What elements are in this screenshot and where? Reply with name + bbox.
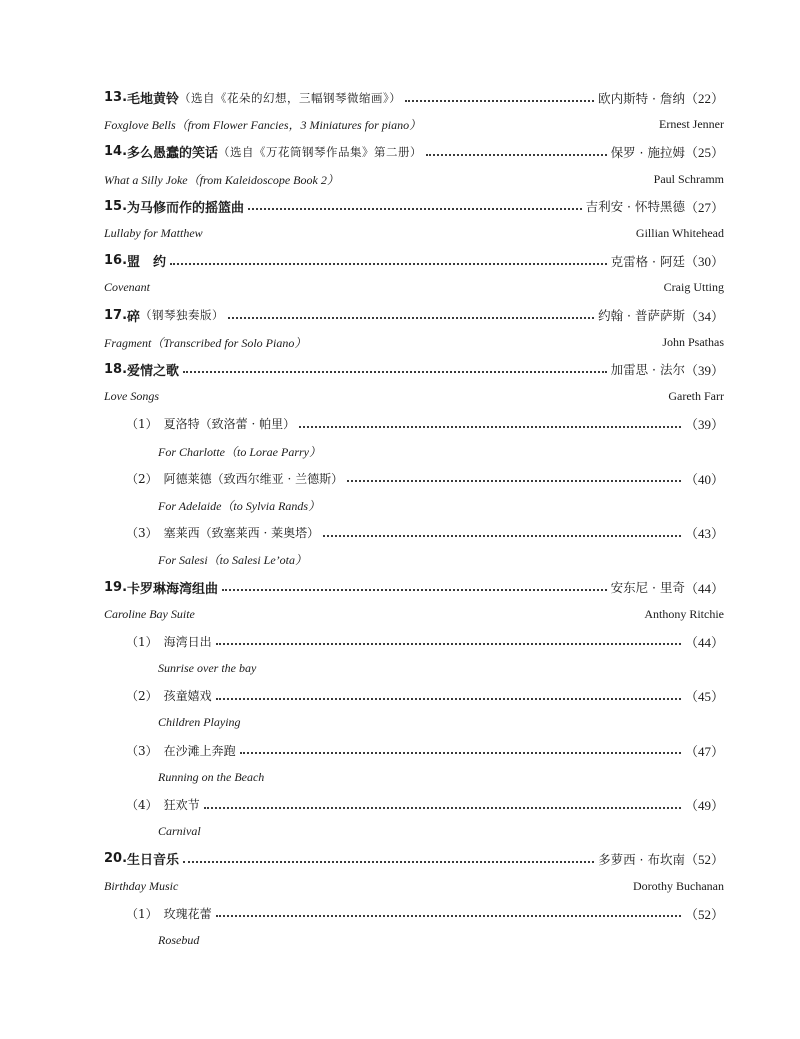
sub-entry-index: （1） xyxy=(126,417,158,432)
sub-entry[interactable] xyxy=(104,791,724,818)
leader-dots xyxy=(248,198,582,210)
leader-dots xyxy=(323,525,681,537)
entry-composer-en: Gillian Whitehead xyxy=(635,225,724,240)
sub-entry-title-cn: 在沙滩上奔跑 xyxy=(163,743,236,758)
entry-note-cn: （钢琴独奏版） xyxy=(140,308,225,323)
toc-entry[interactable] xyxy=(104,84,724,111)
sub-entry-index: （3） xyxy=(126,526,158,541)
toc-entry-english xyxy=(104,329,724,356)
entry-composer-en: Dorothy Buchanan xyxy=(633,878,724,893)
leader-dots xyxy=(216,633,681,645)
entry-page-number: （52） xyxy=(684,852,724,868)
toc-entry[interactable] xyxy=(104,574,724,601)
entry-composer-en: Ernest Jenner xyxy=(659,117,724,132)
leader-dots xyxy=(170,253,607,265)
sub-entry-title-en: For Salesi（to Salesi Le’ota） xyxy=(158,553,307,568)
leader-dots xyxy=(204,797,681,809)
entry-title-cn: 盟 约 xyxy=(127,255,167,271)
toc-entry-english xyxy=(104,601,724,628)
entry-composer-en: John Psathas xyxy=(662,334,724,349)
entry-title-cn: 卡罗琳海湾组曲 xyxy=(127,581,219,597)
sub-entry-title-cn: 塞莱西（致塞莱西 · 莱奥塔） xyxy=(163,526,320,541)
sub-entry-page-number: （45） xyxy=(684,689,724,705)
leader-dots xyxy=(216,905,681,917)
sub-entry-index: （1） xyxy=(126,634,158,649)
leader-dots xyxy=(347,470,681,482)
entry-number: 15. xyxy=(104,198,128,214)
entry-page-number: （27） xyxy=(684,199,724,215)
sub-entry-index: （2） xyxy=(126,689,158,704)
sub-entry-index: （4） xyxy=(126,798,158,813)
sub-entry-title-en: Rosebud xyxy=(158,933,200,948)
entry-composer-cn: 吉利安 · 怀特黑德 xyxy=(585,199,685,215)
sub-entry-title-en: Children Playing xyxy=(158,715,241,730)
entry-page-number: （22） xyxy=(684,91,724,106)
sub-entry-page-number: （43） xyxy=(684,526,724,542)
sub-entry-title-cn: 狂欢节 xyxy=(163,798,200,813)
entry-number: 14. xyxy=(104,144,128,160)
toc-entry[interactable] xyxy=(104,193,724,220)
entry-title-en: Lullaby for Matthew xyxy=(104,225,203,240)
entry-page-number: （44） xyxy=(684,580,724,596)
entry-note-cn: （选自《万花筒钢琴作品集》第二册） xyxy=(218,144,423,159)
leader-dots xyxy=(228,307,594,319)
entry-number: 13. xyxy=(104,90,128,105)
sub-entry-page-number: （40） xyxy=(684,471,724,487)
entry-note-cn: （选自《花朵的幻想，三幅钢琴微缩画》） xyxy=(179,90,402,105)
sub-entry-title-cn: 孩童嬉戏 xyxy=(163,689,212,704)
toc-entry[interactable] xyxy=(104,302,724,329)
entry-composer-en: Craig Utting xyxy=(663,280,724,295)
sub-entry-english xyxy=(104,492,724,519)
entry-title-en: Fragment（Transcribed for Solo Piano） xyxy=(104,335,307,350)
entry-title-en: What a Silly Joke（from Kaleidoscope Book 2） xyxy=(104,172,339,187)
sub-entry-page-number: （47） xyxy=(684,743,724,759)
leader-dots xyxy=(183,851,594,863)
entry-title-cn: 为马修而作的摇篮曲 xyxy=(127,200,245,216)
toc-entry-english xyxy=(104,274,724,301)
entry-title-cn: 生日音乐 xyxy=(127,853,180,869)
entry-composer-en: Gareth Farr xyxy=(668,389,724,404)
entry-number: 17. xyxy=(104,307,128,323)
entry-composer-cn: 克雷格 · 阿廷 xyxy=(610,253,685,269)
entry-title-cn: 毛地黄铃 xyxy=(127,92,180,107)
toc-entry-english xyxy=(104,111,724,138)
leader-dots xyxy=(426,144,607,156)
sub-entry-english xyxy=(104,927,724,954)
entry-page-number: （25） xyxy=(684,145,724,161)
entry-composer-cn: 约翰 · 普萨萨斯 xyxy=(598,308,685,324)
sub-entry-page-number: （44） xyxy=(684,634,724,650)
sub-entry-english xyxy=(104,818,724,845)
entry-composer-cn: 保罗 · 施拉姆 xyxy=(610,144,685,160)
entry-number: 16. xyxy=(104,253,128,269)
toc-entry-english xyxy=(104,383,724,410)
sub-entry-english xyxy=(104,709,724,736)
leader-dots xyxy=(216,688,681,700)
leader-dots xyxy=(299,416,681,428)
toc-entry[interactable] xyxy=(104,356,724,383)
sub-entry-english xyxy=(104,437,724,464)
entry-page-number: （34） xyxy=(684,308,724,324)
sub-entry-page-number: （52） xyxy=(684,906,724,922)
sub-entry-title-en: For Adelaide（to Sylvia Rands） xyxy=(158,498,321,513)
sub-entry-title-en: Carnival xyxy=(158,824,201,839)
sub-entry-title-en: For Charlotte（to Lorae Parry） xyxy=(158,444,322,459)
leader-dots xyxy=(240,742,681,754)
sub-entry-index: （2） xyxy=(126,471,158,486)
sub-entry-page-number: （49） xyxy=(684,798,724,814)
sub-entry[interactable] xyxy=(104,519,724,546)
entry-title-en: Covenant xyxy=(104,280,150,295)
entry-title-cn: 爱情之歌 xyxy=(127,363,180,379)
sub-entry[interactable] xyxy=(104,682,724,709)
sub-entry-title-en: Running on the Beach xyxy=(158,769,265,784)
sub-entry[interactable] xyxy=(104,410,724,437)
entry-number: 19. xyxy=(104,579,128,595)
leader-dots xyxy=(405,90,594,102)
leader-dots xyxy=(222,579,607,591)
leader-dots xyxy=(183,361,607,373)
toc-entry-english xyxy=(104,872,724,899)
toc-entry-english xyxy=(104,165,724,192)
entry-composer-cn: 安东尼 · 里奇 xyxy=(610,580,685,596)
entry-composer-cn: 加雷思 · 法尔 xyxy=(610,362,685,378)
entry-number: 18. xyxy=(104,361,128,377)
entry-composer-cn: 欧内斯特 · 詹纳 xyxy=(598,90,685,106)
entry-composer-en: Anthony Ritchie xyxy=(644,606,724,621)
sub-entry[interactable] xyxy=(104,737,724,764)
entry-page-number: （39） xyxy=(684,362,724,378)
toc-entry[interactable] xyxy=(104,845,724,872)
toc-entry-english xyxy=(104,220,724,247)
sub-entry-page-number: （39） xyxy=(684,417,724,433)
entry-page-number: （30） xyxy=(684,254,724,270)
entry-title-cn: 碎 xyxy=(127,309,141,325)
sub-entry-title-en: Sunrise over the bay xyxy=(158,661,257,676)
sub-entry[interactable] xyxy=(104,900,724,927)
entry-title-en: Birthday Music xyxy=(104,878,179,893)
entry-composer-en: Paul Schramm xyxy=(653,171,724,186)
sub-entry-title-cn: 阿德莱德（致西尔维亚 · 兰德斯） xyxy=(163,471,344,486)
sub-entry-title-cn: 夏洛特（致洛蕾 · 帕里） xyxy=(163,417,296,432)
sub-entry-english xyxy=(104,764,724,791)
table-of-contents xyxy=(104,84,724,954)
sub-entry-title-cn: 玫瑰花蕾 xyxy=(163,906,212,921)
entry-title-en: Love Songs xyxy=(104,389,159,404)
sub-entry-title-cn: 海湾日出 xyxy=(163,634,212,649)
entry-number: 20. xyxy=(104,851,128,867)
entry-title-cn: 多么愚蠢的笑话 xyxy=(127,146,219,162)
toc-entry[interactable] xyxy=(104,138,724,165)
entry-title-en: Caroline Bay Suite xyxy=(104,606,195,621)
entry-title-en: Foxglove Bells（from Flower Fancies，3 Miniatures for piano） xyxy=(104,118,422,133)
toc-entry[interactable] xyxy=(104,247,724,274)
sub-entry-english xyxy=(104,546,724,573)
sub-entry[interactable] xyxy=(104,628,724,655)
entry-composer-cn: 多萝西 · 布坎南 xyxy=(598,851,685,867)
sub-entry[interactable] xyxy=(104,465,724,492)
sub-entry-english xyxy=(104,655,724,682)
sub-entry-index: （1） xyxy=(126,906,158,921)
sub-entry-index: （3） xyxy=(126,743,158,758)
